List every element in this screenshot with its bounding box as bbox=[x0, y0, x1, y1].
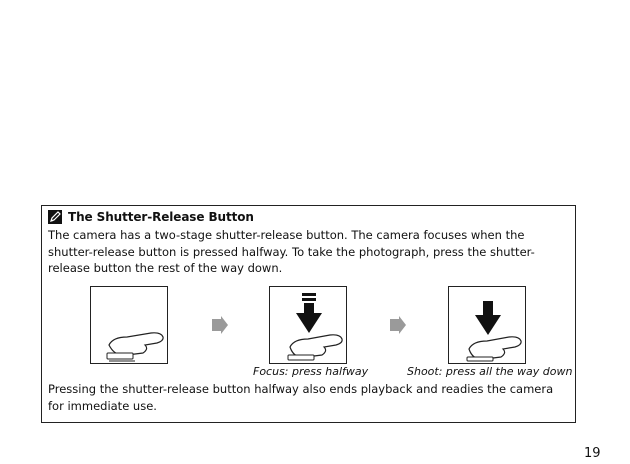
note-header bbox=[48, 210, 254, 224]
note-title: The Shutter-Release Button bbox=[68, 210, 254, 224]
note-body: The camera has a two-stage shutter-release button. The camera focuses when the shutter-release button is pressed halfway. To take the photograph, press the shutter-release button the rest of the way down. bbox=[48, 228, 535, 275]
page-number: 19 bbox=[584, 446, 601, 461]
arrow-right-icon bbox=[212, 316, 228, 334]
illustration-shoot bbox=[448, 286, 526, 364]
illustration-idle bbox=[90, 286, 168, 364]
note-box bbox=[41, 205, 576, 423]
caption-focus: Focus: press halfway bbox=[253, 365, 369, 378]
note-footer: Pressing the shutter-release button halfway also ends playback and readies the camera for immediate use. bbox=[48, 382, 554, 413]
pencil-icon bbox=[48, 210, 62, 224]
illustration-focus bbox=[269, 286, 347, 364]
caption-shoot: Shoot: press all the way down bbox=[407, 365, 573, 378]
arrow-right-icon bbox=[390, 316, 406, 334]
